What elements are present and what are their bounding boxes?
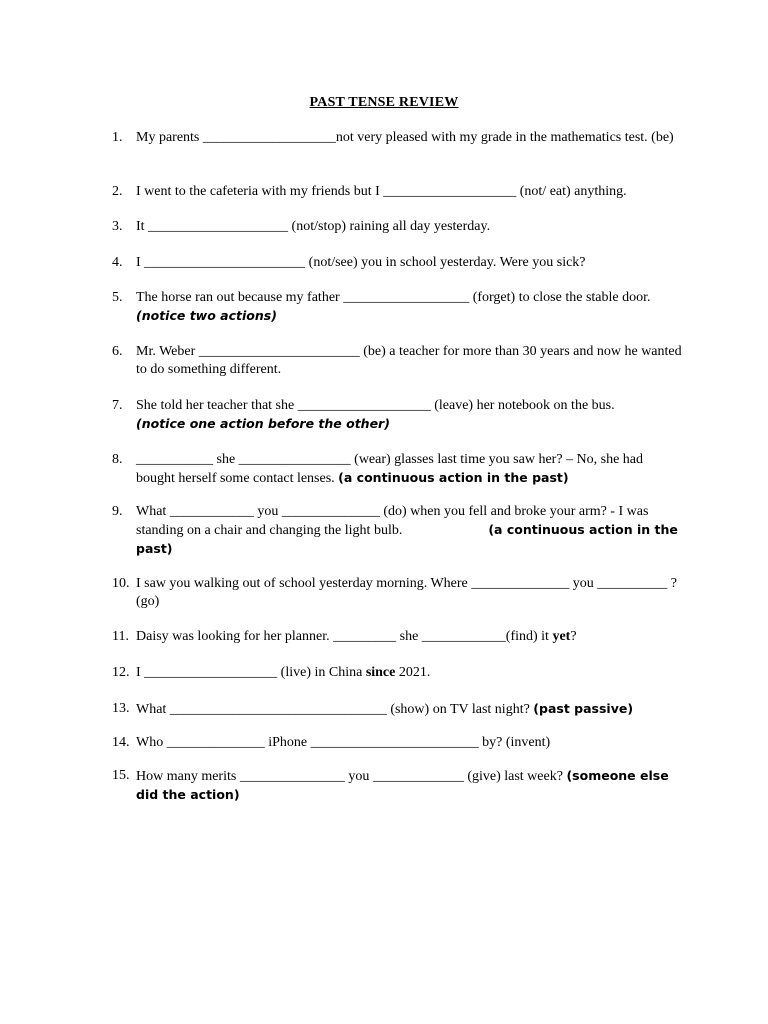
question-15 (112, 767, 682, 805)
question-hint: (notice one action before the other) (136, 416, 390, 431)
question-12 (112, 664, 682, 682)
question-number: 4. (112, 255, 123, 270)
question-text-end: 2021. (395, 665, 431, 680)
question-text: I ___________________ (live) in China (136, 665, 366, 680)
question-text: I saw you walking out of school yesterday morning. Where ______________ you __________ ? (go) (136, 576, 677, 609)
question-4 (112, 254, 682, 272)
question-text: She told her teacher that she ___________________ (leave) her notebook on the bus. (136, 398, 615, 413)
question-number: 13. (112, 701, 130, 716)
question-hint: (notice two actions) (136, 308, 277, 323)
question-number: 2. (112, 184, 123, 199)
question-5 (112, 289, 682, 326)
question-text: My parents ___________________not very pleased with my grade in the mathematics test. (be) (136, 130, 674, 145)
question-2 (112, 183, 682, 201)
question-10 (112, 575, 682, 611)
question-11 (112, 628, 682, 646)
question-9 (112, 503, 682, 559)
question-13 (112, 700, 682, 719)
question-number: 1. (112, 130, 123, 145)
question-text-end: ? (570, 629, 577, 644)
question-7 (112, 397, 682, 434)
question-number: 6. (112, 344, 123, 359)
question-hint: (past passive) (533, 701, 634, 716)
page-title: PAST TENSE REVIEW (309, 95, 459, 110)
question-number: 11. (112, 629, 129, 644)
question-emphasis: since (365, 665, 396, 680)
question-emphasis: yet (552, 629, 571, 644)
question-text: It ____________________ (not/stop) raining all day yesterday. (136, 219, 491, 234)
question-text: I went to the cafeteria with my friends but I ___________________ (not/ eat) anything. (136, 184, 627, 199)
question-hint: (someone else did the action) (136, 768, 669, 802)
question-3 (112, 218, 682, 236)
question-14 (112, 734, 682, 752)
question-text: ___________ she ________________ (wear) glasses last time you saw her? – No, she had bought herself some contact lenses. (136, 452, 644, 486)
question-text: The horse ran out because my father __________________ (forget) to close the stable door. (136, 290, 651, 305)
question-number: 10. (112, 576, 130, 591)
question-text: Daisy was looking for her planner. _________ she ____________(find) it (136, 629, 553, 644)
question-hint: (a continuous action in the past) (338, 470, 569, 485)
question-text: What ____________ you ______________ (do) when you fell and broke your arm? - I was standing on a chair and changing the light bulb. (136, 504, 649, 538)
question-6 (112, 343, 682, 379)
question-number: 5. (112, 290, 123, 305)
question-hint: (a continuous action in the past) (136, 522, 678, 556)
question-text: What _______________________________ (show) on TV last night? (136, 702, 534, 717)
question-number: 7. (112, 398, 123, 413)
question-number: 9. (112, 504, 123, 519)
question-number: 14. (112, 735, 130, 750)
question-number: 3. (112, 219, 123, 234)
question-text: Mr. Weber _______________________ (be) a teacher for more than 30 years and now he wanted to do something different. (136, 344, 682, 377)
question-number: 8. (112, 452, 123, 467)
question-text: Who ______________ iPhone ________________________ by? (invent) (136, 735, 551, 750)
question-1 (112, 129, 682, 147)
question-number: 15. (112, 768, 130, 783)
question-text: I _______________________ (not/see) you in school yesterday. Were you sick? (136, 255, 586, 270)
question-number: 12. (112, 665, 130, 680)
question-text: How many merits _______________ you _____________ (give) last week? (136, 769, 567, 784)
question-8 (112, 451, 682, 488)
